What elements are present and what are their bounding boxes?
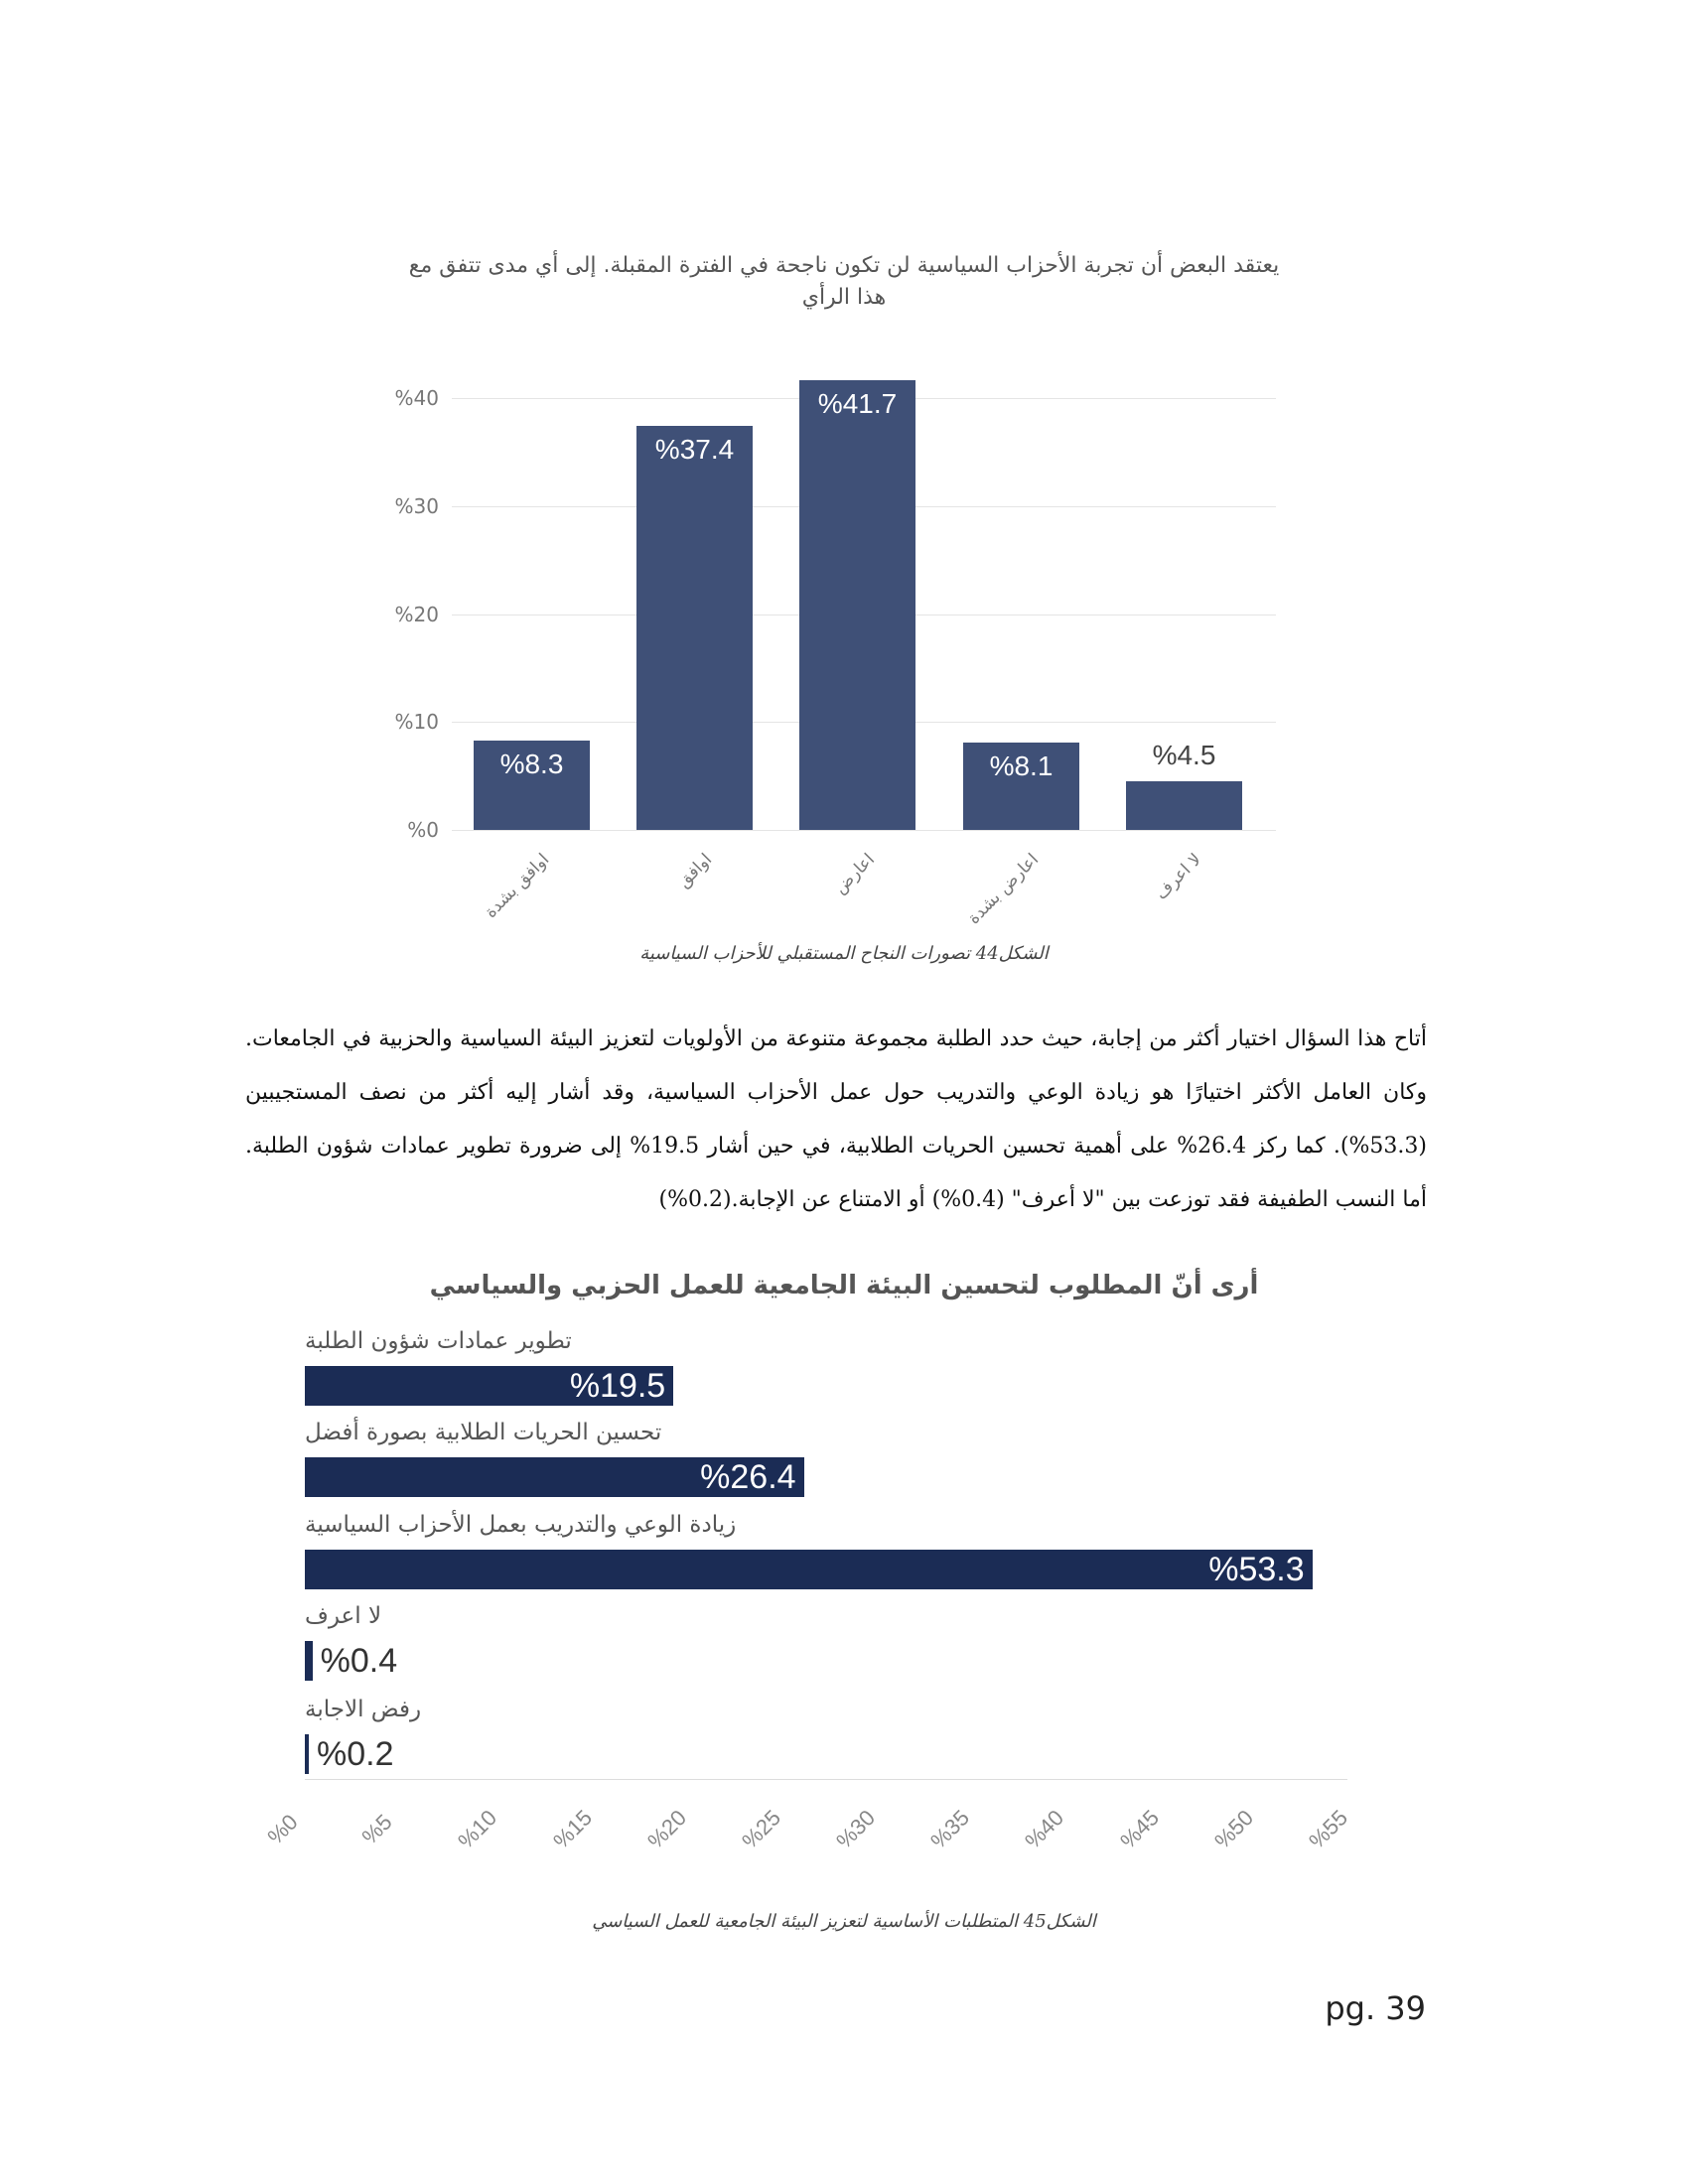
gridline — [452, 830, 1276, 831]
x-tick-label: %20 — [641, 1805, 691, 1854]
x-tick-label: %0 — [262, 1809, 303, 1849]
x-category-label: اعارض — [830, 850, 880, 898]
bar-category-label: رفض الاجابة — [305, 1697, 422, 1722]
bar — [799, 380, 915, 830]
bar-category-label: تحسين الحريات الطلابية بصورة أفضل — [305, 1420, 662, 1445]
y-tick-label: %0 — [407, 818, 439, 842]
x-tick-label: %55 — [1304, 1805, 1353, 1854]
x-category-label: لا اعرف — [1151, 850, 1206, 904]
y-tick-label: %10 — [394, 710, 439, 735]
chart1-title: يعتقد البعض أن تجربة الأحزاب السياسية لن تكون ناجحة في الفترة المقبلة. إلى أي مدى تتفق مع هذا الرأي — [408, 253, 1280, 310]
x-tick-label: %15 — [547, 1805, 597, 1854]
bar-value-label: %8.3 — [499, 748, 564, 779]
x-tick-label: %45 — [1114, 1805, 1164, 1854]
x-category-label: اعارض بشدة — [963, 850, 1044, 929]
bar-value-label: %8.1 — [989, 750, 1054, 781]
bar-value-label: %19.5 — [569, 1367, 666, 1405]
bar-value-label: %4.5 — [1152, 740, 1216, 771]
bar-value-label: %26.4 — [700, 1458, 796, 1496]
body-paragraph: أتاح هذا السؤال اختيار أكثر من إجابة، حيث حدد الطلبة مجموعة متنوعة من الأولويات لتعزيز البيئة السياسية والحزبية في الجامعات. وكان العامل الأكثر اختيارًا هو زيادة الوعي والتدريب حول عمل الأحزاب السياسية، وقد أشار إليه أكثر من نصف المستجيبين (53.3%). كما ركز 26.4% على أهمية تحسين الحريات الطلابية، في حين أشار 19.5% إلى ضرورة تطوير عمادات شؤون الطلبة. أما النسب الطفيفة فقد توزعت بين "لا أعرف" (0.4%) أو الامتناع عن الإجابة.(0.2%) — [245, 1026, 1427, 1212]
x-category-label: اوافق — [673, 850, 717, 892]
bar — [305, 1550, 1313, 1589]
bar — [636, 426, 753, 830]
page-number: pg. 39 — [1325, 1989, 1426, 2027]
y-tick-label: %40 — [394, 386, 439, 410]
bar — [305, 1641, 313, 1681]
bar-value-label: %37.4 — [654, 434, 735, 466]
bar-value-label: %53.3 — [1208, 1551, 1305, 1588]
x-tick-label: %5 — [356, 1809, 397, 1849]
x-tick-label: %10 — [453, 1805, 502, 1854]
chart2-caption: الشكل45 المتطلبات الأساسية لتعزيز البيئة الجامعية للعمل السياسي — [592, 1911, 1096, 1932]
x-tick-label: %25 — [737, 1805, 785, 1854]
bar-category-label: زيادة الوعي والتدريب بعمل الأحزاب السياسية — [305, 1512, 737, 1538]
x-tick-label: %35 — [925, 1805, 975, 1854]
y-tick-label: %30 — [394, 493, 439, 518]
x-tick-label: %40 — [1020, 1805, 1069, 1854]
bar-category-label: لا اعرف — [305, 1603, 382, 1629]
x-axis-line — [305, 1779, 1347, 1780]
bar — [305, 1734, 309, 1774]
bar-value-label: %41.7 — [817, 387, 898, 419]
chart1-caption: الشكل44 تصورات النجاح المستقبلي للأحزاب السياسية — [639, 943, 1049, 964]
x-tick-label: %30 — [831, 1805, 881, 1854]
bar-value-label: %0.4 — [320, 1642, 398, 1680]
bar — [1126, 781, 1242, 830]
chart2-title: أرى أنّ المطلوب لتحسين البيئة الجامعية للعمل الحزبي والسياسي — [429, 1271, 1259, 1300]
y-tick-label: %20 — [394, 602, 439, 626]
x-tick-label: %50 — [1209, 1805, 1258, 1854]
bar-category-label: تطوير عمادات شؤون الطلبة — [305, 1328, 572, 1354]
x-category-label: اوافق بشدة — [481, 850, 554, 922]
bar-value-label: %0.2 — [317, 1735, 394, 1773]
